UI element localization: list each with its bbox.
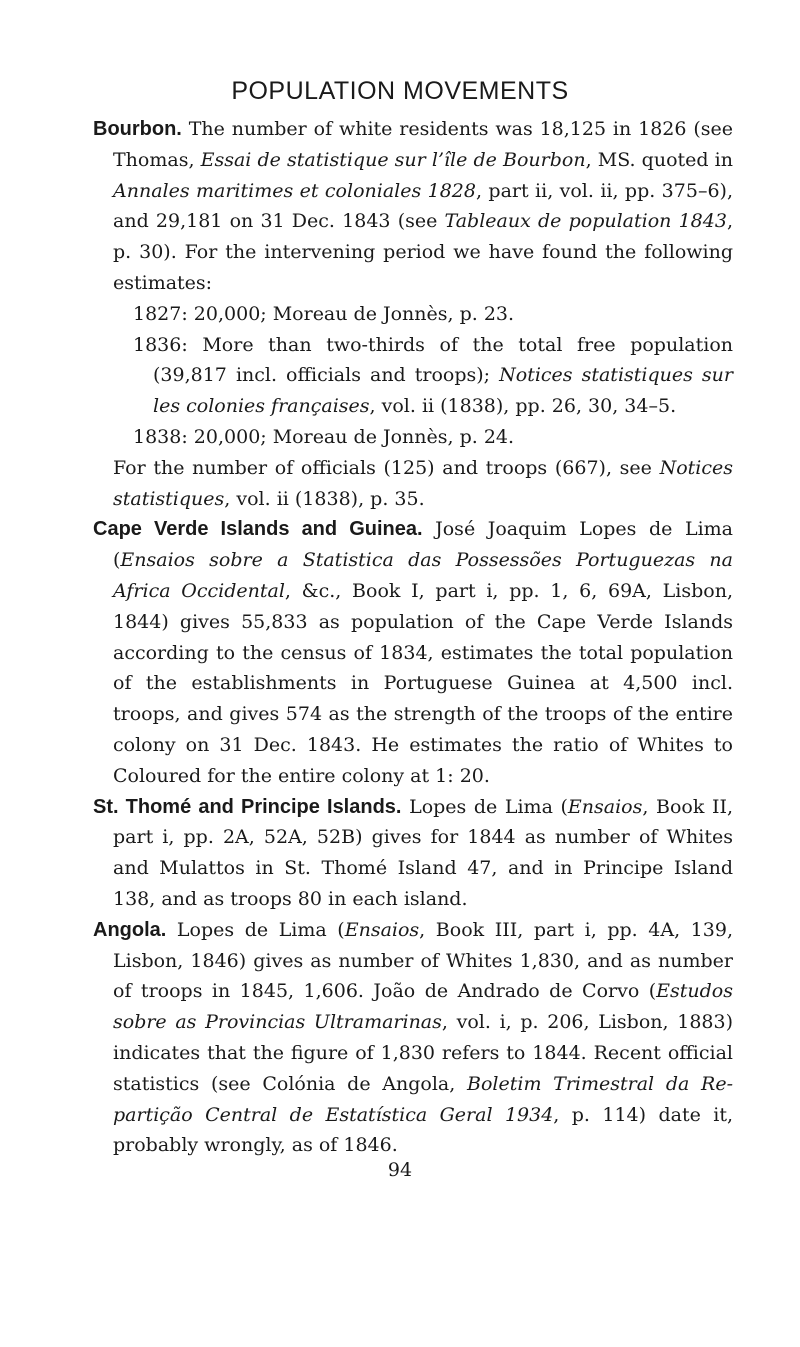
page-number: 94 bbox=[387, 1159, 413, 1181]
body-text bbox=[93, 114, 733, 1161]
estimate-1827: 1827: 20,000; Moreau de Jonnès, p. 23. bbox=[133, 302, 515, 325]
entry-title: Bourbon. bbox=[93, 118, 182, 140]
entry-st-thome: St. Thomé and Principe Islands. Lopes de Lima (Ensaios, Book II, part i, pp. 2A, 52A, 52B) gives for 1844 as number of Whites and Mulattos in St. Thomé Island 47, and in Principe Island 138, and as troops 80 in each island. bbox=[93, 795, 733, 910]
entry-title: Angola. bbox=[93, 918, 167, 941]
entry-title: Cape Verde Islands and Guinea. bbox=[93, 518, 423, 541]
entry-angola: Angola. Lopes de Lima (Ensaios, Book III, part i, pp. 4A, 139, Lisbon, 1846) gives as number of Whites 1,830, and as number of troops in 1845, 1,606. João de Andrado de Corvo (Estudos sobre as Provincias Ultramarinas, vol. i, p. 206, Lisbon, 1883) indicates that the figure of 1,830 refers to 1844. Recent official statistics (see Colónia de Angola, Boletim Trimestral da Repartição Central de Estatística Geral 1934, p. 114) date it, probably wrongly, as of 1846. bbox=[93, 918, 734, 1157]
officials-note: For the number of officials (125) and troops (667), see Notices statistiques, vol. ii (1838), p. 35. bbox=[113, 456, 733, 510]
estimate-1838: 1838: 20,000; Moreau de Jonnès, p. 24. bbox=[133, 425, 515, 448]
estimate-1836: 1836: More than two-thirds of the total free population (39,817 incl. officials and troops); Notices statistiques sur les colonies françaises, vol. ii (1838), pp. 26, 30, 34–5. bbox=[133, 333, 733, 418]
entry-bourbon: Bourbon. The number of white residents was 18,125 in 1826 (see Thomas, Essai de statistique sur l’île de Bourbon, MS. quoted in Annales maritimes et coloniales 1828, part ii, vol. ii, pp. 375–6), and 29,181 on 31 Dec. 1843 (see Tableaux de population 1843, p. 30). For the intervening period we have found the following estimates: 1827: 20,000; Moreau de Jonnès, p. 23. 1836: More than two-thirds of the total free population (39,817 incl. officials and troops); Notices statistiques sur les colonies françaises, vol. ii (1838), pp. 26, 30, 34–5. 1838: 20,000; Moreau de Jonnès, p. 24. For the number of officials (125) and troops (667), see Notices statistiques, vol. ii (1838), p. 35. bbox=[93, 114, 733, 514]
entry-title: St. Thomé and Principe Islands. bbox=[93, 795, 402, 818]
entry-cape-verde: Cape Verde Islands and Guinea. José Joaquim Lopes de Lima (Ensaios sobre a Statistica das Possessões Portuguezas na Africa Occidental, &c., Book I, part i, pp. 1, 6, 69A, Lisbon, 1844) gives 55,833 as population of the Cape Verde Islands according to the census of 1834, estimates the total population of the establishments in Portuguese Guinea at 4,500 incl. troops, and gives 574 as the strength of the troops of the entire colony on 31 Dec. 1843. He estimates the ratio of Whites to Coloured for the entire colony at 1: 20. bbox=[93, 518, 733, 787]
running-head: POPULATION MOVEMENTS bbox=[231, 77, 569, 105]
